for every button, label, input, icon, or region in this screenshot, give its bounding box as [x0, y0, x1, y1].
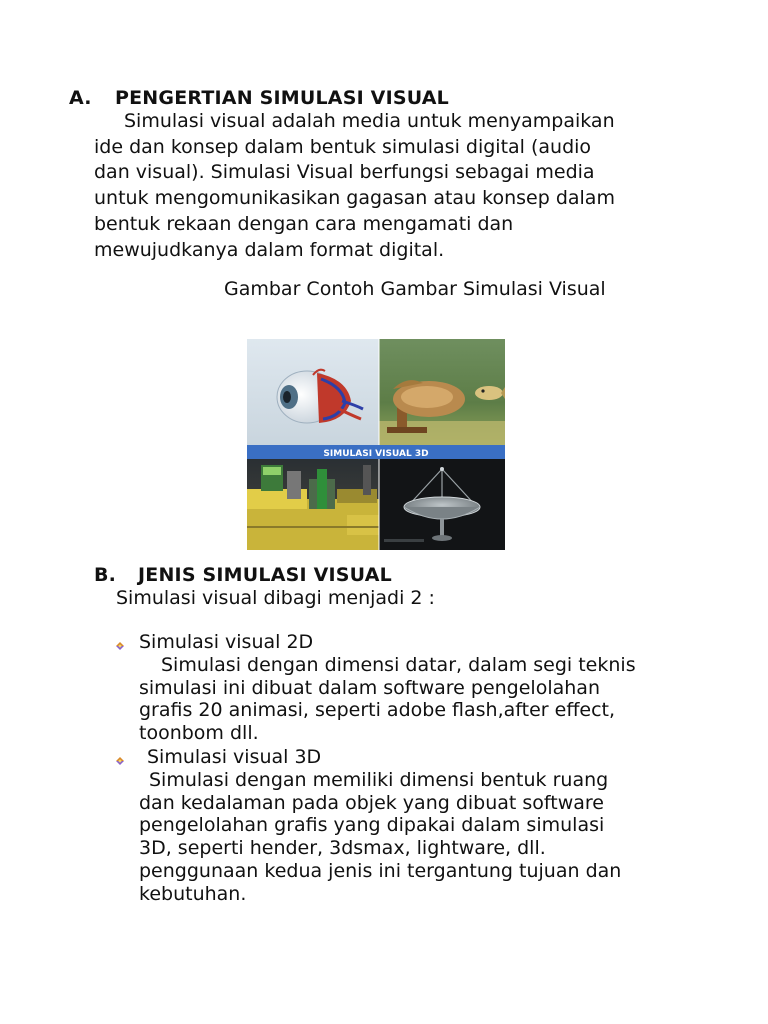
paragraph-line: ide dan konsep dalam bentuk simulasi digital (audio: [94, 135, 592, 158]
section-b-heading: [94, 564, 392, 586]
paragraph-line: mewujudkanya dalam format digital.: [94, 238, 445, 261]
simulation-collage-image: [247, 339, 505, 550]
list-item-line: grafis 20 animasi, seperti adobe flash,after effect,: [139, 699, 616, 722]
paragraph-line: bentuk rekaan dengan cara mengamati dan: [94, 212, 514, 235]
simulation-figure: [247, 339, 505, 550]
paragraph-line: untuk mengomunikasikan gagasan atau konsep dalam: [94, 187, 615, 210]
list-item-line: kebutuhan.: [139, 882, 247, 905]
section-a-title: PENGERTIAN SIMULASI VISUAL: [115, 87, 449, 109]
section-b-letter: B.: [94, 564, 117, 586]
list-item-line: dan kedalaman pada objek yang dibuat software: [139, 791, 604, 814]
figure-caption: Gambar Contoh Gambar Simulasi Visual: [224, 278, 606, 300]
list-item-title: Simulasi visual 3D: [147, 746, 322, 768]
list-item-line: simulasi ini dibuat dalam software pengelolahan: [139, 676, 600, 699]
list-item: [139, 746, 621, 906]
list-item-line: penggunaan kedua jenis ini tergantung tujuan dan: [139, 859, 622, 882]
section-b-intro: Simulasi visual dibagi menjadi 2 :: [116, 587, 435, 609]
list-item-line: 3D, seperti hender, 3dsmax, lightware, dll.: [139, 837, 546, 860]
figure-banner-text: SIMULASI VISUAL 3D: [323, 449, 429, 459]
bullet-icon: [115, 641, 125, 651]
list-item-line: Simulasi dengan dimensi datar, dalam segi teknis: [161, 653, 636, 676]
list-item-line: Simulasi dengan memiliki dimensi bentuk ruang: [149, 768, 609, 791]
bullet-icon: [115, 756, 125, 766]
section-b-title: JENIS SIMULASI VISUAL: [138, 564, 392, 586]
section-a-heading: [69, 87, 449, 109]
list-item-line: pengelolahan grafis yang dipakai dalam simulasi: [139, 814, 605, 837]
list-item-line: toonbom dll.: [139, 722, 259, 745]
section-a-paragraph: [94, 109, 615, 263]
section-a-letter: A.: [69, 87, 92, 109]
list-item: [139, 631, 636, 745]
list-item-title: Simulasi visual 2D: [139, 631, 314, 653]
paragraph-line: Simulasi visual adalah media untuk menyampaikan: [124, 110, 615, 132]
paragraph-line: dan visual). Simulasi Visual berfungsi sebagai media: [94, 161, 595, 184]
